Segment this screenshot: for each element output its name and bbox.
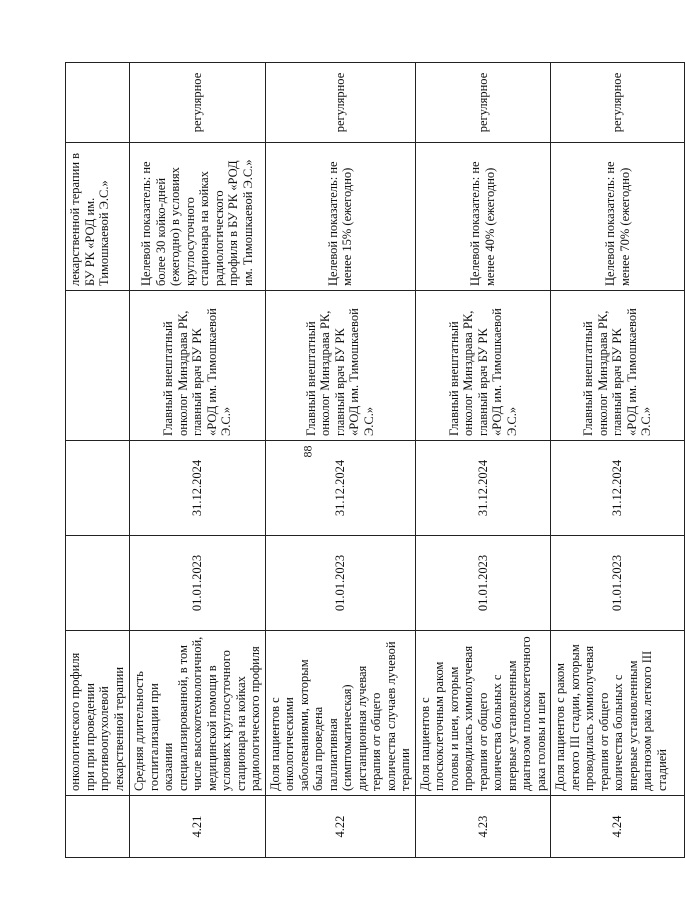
start-date: 01.01.2023	[551, 536, 685, 631]
start-date	[66, 536, 130, 631]
row-number: 4.23	[415, 796, 551, 858]
page-number: 88	[300, 445, 315, 458]
end-date	[66, 441, 130, 536]
measures-table	[65, 62, 685, 858]
target-indicator: Целевой показатель: не менее 70% (ежегодно)	[551, 143, 685, 291]
target-indicator: Целевой показатель: не более 30 койко-дней (ежегодно) в условиях круглосуточного стационара на койках радиологического профиля в БУ РК «РОД им. Тимошкаевой Э.С.»	[130, 143, 266, 291]
responsible-persons: Главный внештатный онколог Минздрава РК, главный врач БУ РК «РОД им. Тимошкаевой Э.С.»	[265, 291, 415, 441]
frequency: регулярное	[551, 63, 685, 143]
row-number: 4.21	[130, 796, 266, 858]
frequency: регулярное	[265, 63, 415, 143]
end-date: 31.12.2024	[265, 441, 415, 536]
table-row	[130, 63, 266, 858]
rotated-table-container	[65, 63, 669, 858]
frequency	[66, 63, 130, 143]
responsible-persons: Главный внештатный онколог Минздрава РК, главный врач БУ РК «РОД им. Тимошкаевой Э.С.»	[415, 291, 551, 441]
measure-name: Доля пациентов с раком легкого III стадии, которым проводилась химиолучевая терапия от общего количества больных с впервые установленным диагнозом рака легкого III стадией	[551, 631, 685, 796]
frequency: регулярное	[130, 63, 266, 143]
start-date: 01.01.2023	[415, 536, 551, 631]
measure-name: онкологического профиля при при проведении противоопухолевой лекарственной терапии	[66, 631, 130, 796]
frequency: регулярное	[415, 63, 551, 143]
measure-name: Средняя длительность госпитализации при оказании специализированной, в том числе высокотехнологичной, медицинской помощи в условиях круглосуточного стационара на койках радиологического профиля	[130, 631, 266, 796]
table-row	[265, 63, 415, 858]
row-number	[66, 796, 130, 858]
start-date: 01.01.2023	[130, 536, 266, 631]
responsible-persons	[66, 291, 130, 441]
end-date: 31.12.2024	[415, 441, 551, 536]
measure-name: Доля пациентов с онкологическими заболеваниями, которым была проведена паллиативная (симптоматическая) дистанционная лучевая терапия от общего количества случаев лучевой терапии	[265, 631, 415, 796]
target-indicator: лекарственной терапии в БУ РК «РОД им. Тимошкаевой Э.С.»	[66, 143, 130, 291]
measure-name: Доля пациентов с плоскоклеточным раком головы и шеи, которым проводилась химиолучевая терапия от общего количества больных с впервые установленным диагнозом плоскоклеточного рака головы и шеи	[415, 631, 551, 796]
row-number: 4.24	[551, 796, 685, 858]
responsible-persons: Главный внештатный онколог Минздрава РК, главный врач БУ РК «РОД им. Тимошкаевой Э.С.»	[551, 291, 685, 441]
table-row	[66, 63, 130, 858]
end-date: 31.12.2024	[130, 441, 266, 536]
table-row	[551, 63, 685, 858]
target-indicator: Целевой показатель: не менее 40% (ежегодно)	[415, 143, 551, 291]
table-row	[415, 63, 551, 858]
responsible-persons: Главный внештатный онколог Минздрава РК, главный врач БУ РК «РОД им. Тимошкаевой Э.С.»	[130, 291, 266, 441]
end-date: 31.12.2024	[551, 441, 685, 536]
start-date: 01.01.2023	[265, 536, 415, 631]
target-indicator: Целевой показатель: не менее 15% (ежегодно)	[265, 143, 415, 291]
row-number: 4.22	[265, 796, 415, 858]
